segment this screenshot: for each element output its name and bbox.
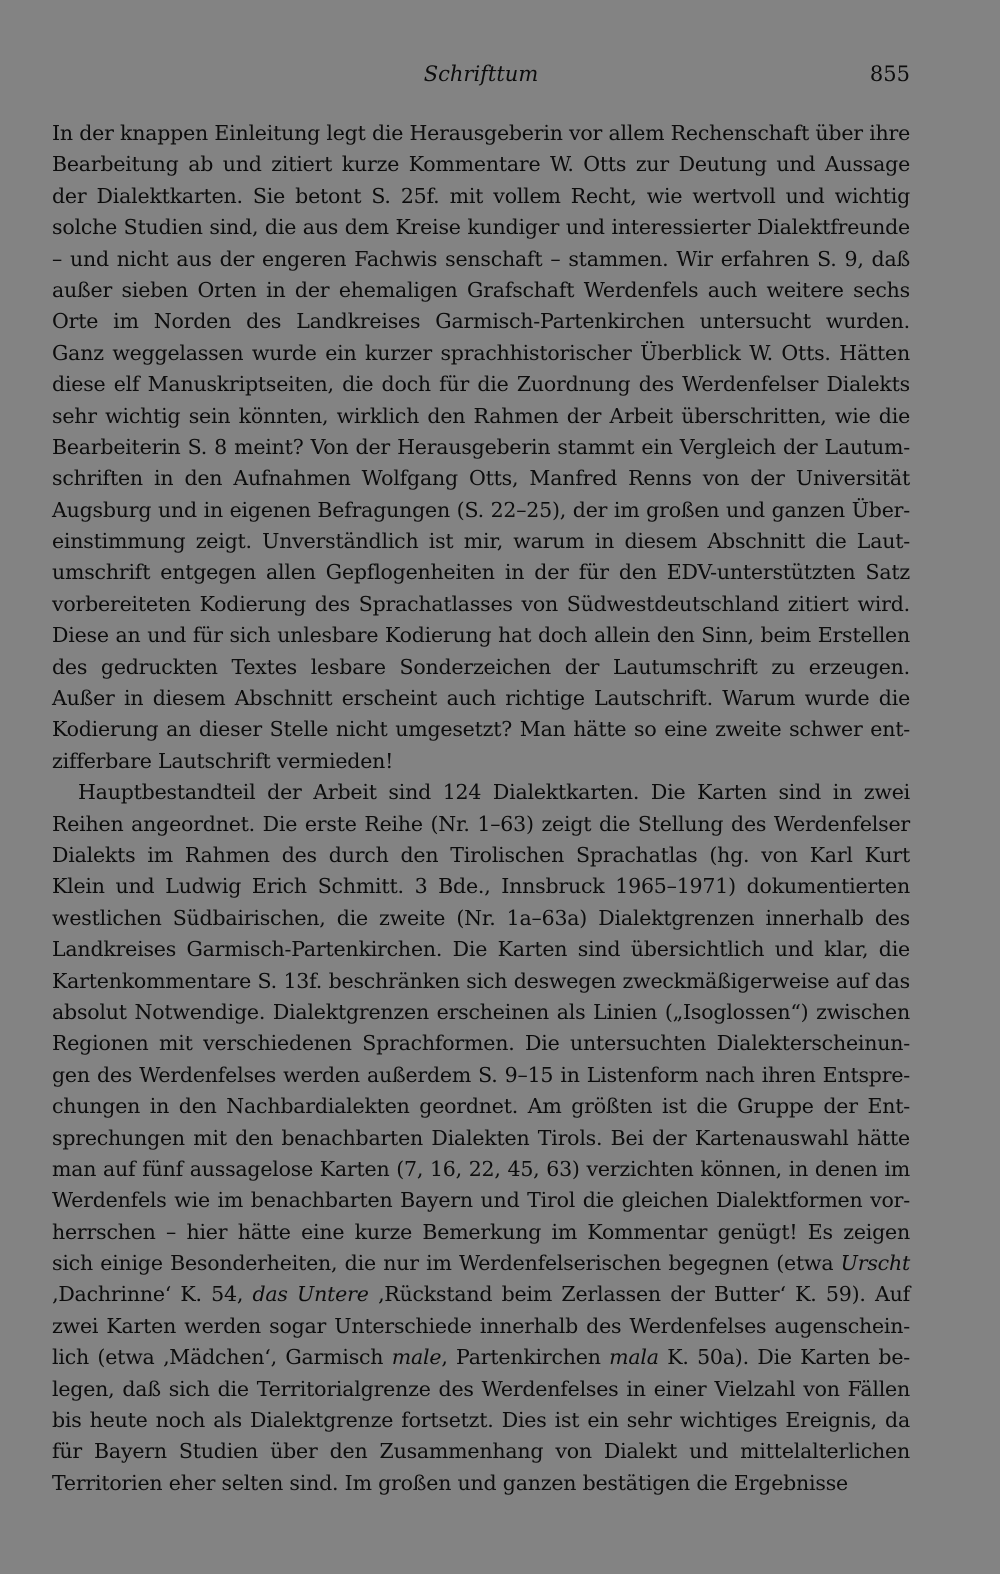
text-segment: Regionen mit verschiedenen Sprachformen. Die untersuchten Dialekterscheinun- — [52, 1031, 910, 1056]
text-segment: K. 50a). Die Karten be- — [658, 1345, 910, 1370]
text-line — [52, 1342, 910, 1373]
text-segment: der Dialektkarten. Sie betont S. 25f. mit vollem Recht, wie wertvoll und wichtig — [52, 183, 910, 208]
text-segment: Territorien eher selten sind. Im großen und ganzen bestätigen die Ergebnisse — [52, 1470, 848, 1495]
paragraph — [52, 118, 910, 777]
text-segment: lich (etwa ‚Mädchen‘, Garmisch — [52, 1345, 392, 1370]
text-segment: einstimmung zeigt. Unverständlich ist mir, warum in diesem Abschnitt die Laut- — [52, 529, 910, 554]
text-line — [52, 1185, 910, 1216]
text-line — [52, 1279, 910, 1310]
text-segment: des gedruckten Textes lesbare Sonderzeichen der Lautumschrift zu erzeugen. — [52, 654, 910, 679]
text-segment: ‚Dachrinne‘ K. 54, — [52, 1282, 253, 1307]
text-line — [52, 149, 910, 180]
text-line — [52, 840, 910, 871]
text-segment: In der knappen Einleitung legt die Herausgeberin vor allem Rechenschaft über ihre — [52, 121, 911, 145]
text-segment: zifferbare Lautschrift vermieden! — [52, 748, 394, 773]
text-segment: Landkreises Garmisch-Partenkirchen. Die Karten sind übersichtlich und klar, die — [52, 937, 910, 962]
text-line — [52, 557, 910, 588]
text-line — [52, 1123, 910, 1154]
text-line — [52, 746, 910, 777]
text-line — [52, 432, 910, 463]
text-segment: Reihen angeordnet. Die erste Reihe (Nr. 1–63) zeigt die Stellung des Werdenfelser — [52, 811, 910, 836]
text-segment: Außer in diesem Abschnitt erscheint auch richtige Lautschrift. Warum wurde die — [52, 686, 910, 711]
text-line — [52, 181, 910, 212]
text-line — [52, 589, 910, 620]
text-line — [52, 652, 910, 683]
italic-term: Urscht — [840, 1251, 910, 1276]
text-line — [52, 306, 910, 337]
text-line — [52, 369, 910, 400]
text-segment: Dialekts im Rahmen des durch den Tirolischen Sprachatlas (hg. von Karl Kurt — [52, 842, 910, 867]
text-line — [52, 620, 910, 651]
text-line — [52, 275, 910, 306]
text-line — [52, 934, 910, 965]
page-number: 855 — [869, 62, 910, 86]
text-segment: – und nicht aus der engeren Fachwis senschaft – stammen. Wir erfahren S. 9, daß — [52, 246, 910, 271]
text-segment: Diese an und für sich unlesbare Kodierung hat doch allein den Sinn, beim Erstellen — [52, 623, 910, 648]
text-line — [52, 244, 910, 275]
text-segment: für Bayern Studien über den Zusammenhang von Dialekt und mittelalterlichen — [52, 1439, 910, 1464]
text-line — [52, 714, 910, 745]
text-line — [52, 1311, 910, 1342]
text-line — [52, 1217, 910, 1248]
text-line — [52, 1436, 910, 1467]
text-segment: vorbereiteten Kodierung des Sprachatlasses von Südwestdeutschland zitiert wird. — [52, 591, 910, 616]
text-line — [52, 1154, 910, 1185]
text-line — [52, 1248, 910, 1279]
text-segment: sprechungen mit den benachbarten Dialekten Tirols. Bei der Kartenauswahl hätte — [52, 1125, 910, 1150]
text-segment: Werdenfels wie im benachbarten Bayern und Tirol die gleichen Dialektformen vor- — [52, 1188, 910, 1213]
text-segment: legen, daß sich die Territorialgrenze des Werdenfelses in einer Vielzahl von Fällen — [52, 1376, 910, 1401]
text-line — [52, 495, 910, 526]
text-segment: umschrift entgegen allen Gepflogenheiten in der für den EDV-unterstützten Satz — [52, 560, 910, 585]
text-segment: man auf fünf aussagelose Karten (7, 16, 22, 45, 63) verzichten können, in denen im — [52, 1156, 910, 1181]
text-segment: diese elf Manuskriptseiten, die doch für die Zuordnung des Werdenfelser Dialekts — [52, 372, 910, 397]
text-line — [52, 871, 910, 902]
text-segment: sehr wichtig sein könnten, wirklich den Rahmen der Arbeit überschritten, wie die — [52, 403, 910, 428]
text-segment: Bearbeiterin S. 8 meint? Von der Herausgeberin stammt ein Vergleich der Lautum- — [52, 434, 910, 459]
text-line — [52, 1028, 910, 1059]
text-line — [52, 997, 910, 1028]
text-line — [52, 1060, 910, 1091]
text-segment: zwei Karten werden sogar Unterschiede innerhalb des Werdenfelses augenschein- — [52, 1313, 910, 1338]
text-line — [52, 1405, 910, 1436]
text-line — [52, 1374, 910, 1405]
text-segment: gen des Werdenfelses werden außerdem S. 9–15 in Listenform nach ihren Entspre- — [52, 1062, 910, 1087]
text-line — [52, 1468, 910, 1499]
text-line — [52, 118, 910, 149]
text-segment: schriften in den Aufnahmen Wolfgang Otts, Manfred Renns von der Universität — [52, 466, 910, 491]
text-segment: Augsburg und in eigenen Befragungen (S. 22–25), der im großen und ganzen Über- — [52, 497, 910, 522]
running-title: Schrifttum — [423, 62, 539, 86]
text-line — [52, 1091, 910, 1122]
text-segment: außer sieben Orten in der ehemaligen Grafschaft Werdenfels auch weitere sechs — [52, 277, 910, 302]
text-line — [52, 903, 910, 934]
text-line — [52, 966, 910, 997]
text-line — [52, 338, 910, 369]
text-segment: Klein und Ludwig Erich Schmitt. 3 Bde., Innsbruck 1965–1971) dokumentierten — [52, 874, 910, 899]
text-segment: sich einige Besonderheiten, die nur im Werdenfelserischen begegnen (etwa — [52, 1251, 841, 1276]
text-segment: herrschen – hier hätte eine kurze Bemerkung im Kommentar genügt! Es zeigen — [52, 1219, 910, 1244]
text-line — [52, 212, 910, 243]
text-segment: bis heute noch als Dialektgrenze fortsetzt. Dies ist ein sehr wichtiges Ereignis, da — [52, 1408, 910, 1433]
italic-term: das Untere — [252, 1282, 369, 1307]
text-segment: westlichen Südbairischen, die zweite (Nr. 1a–63a) Dialektgrenzen innerhalb des — [52, 905, 910, 930]
text-segment: Orte im Norden des Landkreises Garmisch-Partenkirchen untersucht wurden. — [52, 309, 910, 334]
text-line — [52, 463, 910, 494]
italic-term: male — [391, 1345, 442, 1370]
text-line — [52, 777, 910, 808]
running-head — [52, 58, 910, 90]
text-segment: chungen in den Nachbardialekten geordnet. Am größten ist die Gruppe der Ent- — [52, 1094, 910, 1119]
text-segment: Kodierung an dieser Stelle nicht umgesetzt? Man hätte so eine zweite schwer ent- — [52, 717, 910, 742]
text-segment: solche Studien sind, die aus dem Kreise kundiger und interessierter Dialektfreunde — [52, 215, 910, 240]
italic-term: mala — [609, 1345, 659, 1370]
text-line — [52, 809, 910, 840]
text-line — [52, 526, 910, 557]
text-segment: Hauptbestandteil der Arbeit sind 124 Dialektkarten. Die Karten sind in zwei — [78, 780, 910, 805]
text-segment: Kartenkommentare S. 13f. beschränken sich deswegen zweckmäßigerweise auf das — [52, 968, 910, 993]
text-line — [52, 683, 910, 714]
text-segment: Ganz weggelassen wurde ein kurzer sprachhistorischer Überblick W. Otts. Hätten — [52, 340, 910, 365]
text-line — [52, 401, 910, 432]
text-segment: , Partenkirchen — [441, 1345, 610, 1370]
text-segment: absolut Notwendige. Dialektgrenzen erscheinen als Linien („Isoglossen“) zwischen — [52, 999, 910, 1024]
text-segment: ‚Rückstand beim Zerlassen der Butter‘ K. 59). Auf — [368, 1282, 910, 1307]
text-segment: Bearbeitung ab und zitiert kurze Kommentare W. Otts zur Deutung und Aussage — [52, 152, 910, 177]
body-text — [52, 118, 910, 1499]
paragraph — [52, 777, 910, 1499]
